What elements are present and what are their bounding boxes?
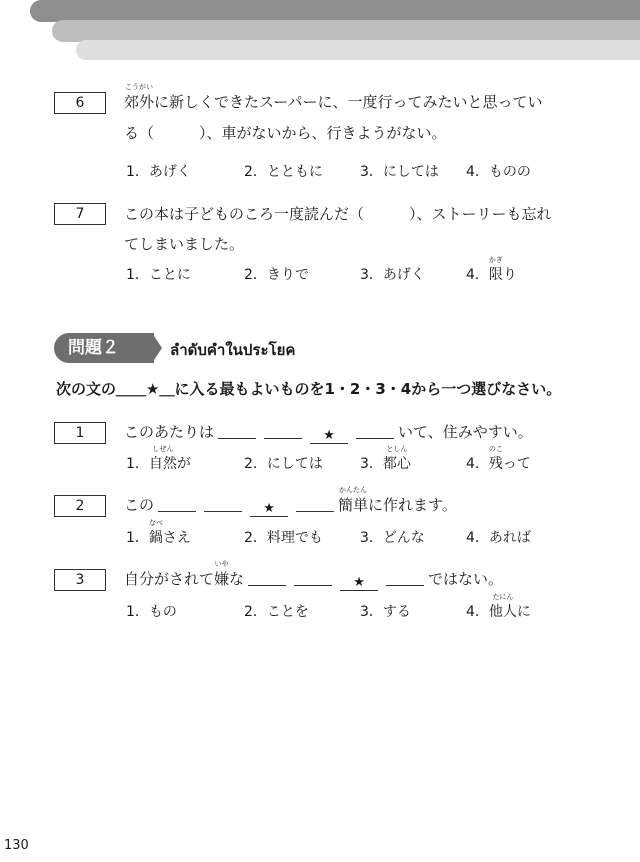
q6-choice-3[interactable]: 3．にしては bbox=[360, 164, 439, 180]
blank-2[interactable] bbox=[264, 424, 302, 439]
page-number: 130 bbox=[4, 838, 29, 853]
question-7-line2: てしまいました。 bbox=[124, 235, 245, 253]
header-tab-mid bbox=[52, 20, 640, 42]
ruby-nabe: なべ bbox=[148, 519, 163, 527]
q6-choice-2[interactable]: 2．とともに bbox=[244, 164, 323, 180]
m1-choice-1[interactable]: 1． しぜん 自然が bbox=[126, 445, 191, 472]
mondai2-question-3-sentence: 自分がされて いや 嫌な ★ ではない。 bbox=[124, 560, 504, 590]
q7-choice-1[interactable]: 1．ことに bbox=[126, 267, 191, 283]
question-6-number: 6 bbox=[54, 92, 106, 114]
q6-choice-4[interactable]: 4．ものの bbox=[466, 164, 531, 180]
header-tab-dark bbox=[30, 0, 640, 22]
blank-4[interactable] bbox=[386, 571, 424, 586]
ruby-shizen: しぜん bbox=[152, 445, 174, 453]
mondai2-question-1-sentence: このあたりは ★ いて、住みやすい。 bbox=[124, 423, 533, 443]
blank-2[interactable] bbox=[294, 571, 332, 586]
m3-choice-1[interactable]: 1．もの bbox=[126, 604, 177, 620]
header-tab-light bbox=[76, 40, 640, 60]
section-badge-arrow bbox=[152, 333, 162, 363]
blank-1[interactable] bbox=[158, 497, 196, 512]
mondai2-question-2-number: 2 bbox=[54, 495, 106, 517]
question-7-number: 7 bbox=[54, 203, 106, 225]
ruby-kantan: かんたん bbox=[339, 486, 368, 494]
mondai2-question-2-sentence: この ★ かんたん 簡単に作れます。 bbox=[124, 486, 457, 516]
ruby-kougai: こうがい bbox=[125, 83, 153, 91]
ruby-tanin: たにん bbox=[492, 593, 514, 601]
blank-4[interactable] bbox=[296, 497, 334, 512]
m3-choice-4[interactable]: 4． たにん 他人に bbox=[466, 593, 531, 620]
section-instruction: 次の文の＿＿★＿に入る最もよいものを1・2・3・4から一つ選びなさい。 bbox=[56, 380, 562, 398]
ruby-kagi: かぎ bbox=[488, 256, 503, 264]
question-6-line2: る（ ）、車がないから、行きようがない。 bbox=[124, 124, 447, 142]
blank-1[interactable] bbox=[218, 424, 256, 439]
star-blank[interactable]: ★ bbox=[250, 501, 288, 517]
star-blank[interactable]: ★ bbox=[340, 575, 378, 591]
q7-choice-4[interactable]: 4． かぎ 限り bbox=[466, 256, 517, 283]
ruby-noko: のこ bbox=[488, 445, 503, 453]
blank-4[interactable] bbox=[356, 424, 394, 439]
q7-choice-2[interactable]: 2．きりで bbox=[244, 267, 309, 283]
m2-choice-3[interactable]: 3．どんな bbox=[360, 530, 425, 546]
m1-choice-3[interactable]: 3． としん 都心 bbox=[360, 445, 411, 472]
star-blank[interactable]: ★ bbox=[310, 428, 348, 444]
m2-choice-2[interactable]: 2．料理でも bbox=[244, 530, 323, 546]
m3-choice-3[interactable]: 3．する bbox=[360, 604, 411, 620]
m1-choice-2[interactable]: 2．にしては bbox=[244, 456, 323, 472]
m3-choice-2[interactable]: 2．ことを bbox=[244, 604, 309, 620]
blank-2[interactable] bbox=[204, 497, 242, 512]
blank-1[interactable] bbox=[248, 571, 286, 586]
m2-choice-1[interactable]: 1． なべ 鍋さえ bbox=[126, 519, 191, 546]
mondai2-question-1-number: 1 bbox=[54, 422, 106, 444]
ruby-iya: いや bbox=[214, 560, 229, 568]
ruby-toshin: としん bbox=[386, 445, 408, 453]
mondai2-question-3-number: 3 bbox=[54, 569, 106, 591]
section-badge: 問題２ bbox=[54, 333, 154, 363]
m2-choice-4[interactable]: 4．あれば bbox=[466, 530, 531, 546]
question-7-line1: この本は子どものころ一度読んだ（ ）、ストーリーも忘れ bbox=[124, 205, 552, 223]
q6-choice-1[interactable]: 1．あげく bbox=[126, 164, 191, 180]
q7-choice-3[interactable]: 3．あげく bbox=[360, 267, 425, 283]
section-subtitle: ลำดับคำในประโยค bbox=[170, 341, 296, 359]
question-6-line1: こうがい 郊外に新しくできたスーパーに、一度行ってみたいと思ってい bbox=[124, 83, 543, 111]
m1-choice-4[interactable]: 4． のこ 残って bbox=[466, 445, 531, 472]
